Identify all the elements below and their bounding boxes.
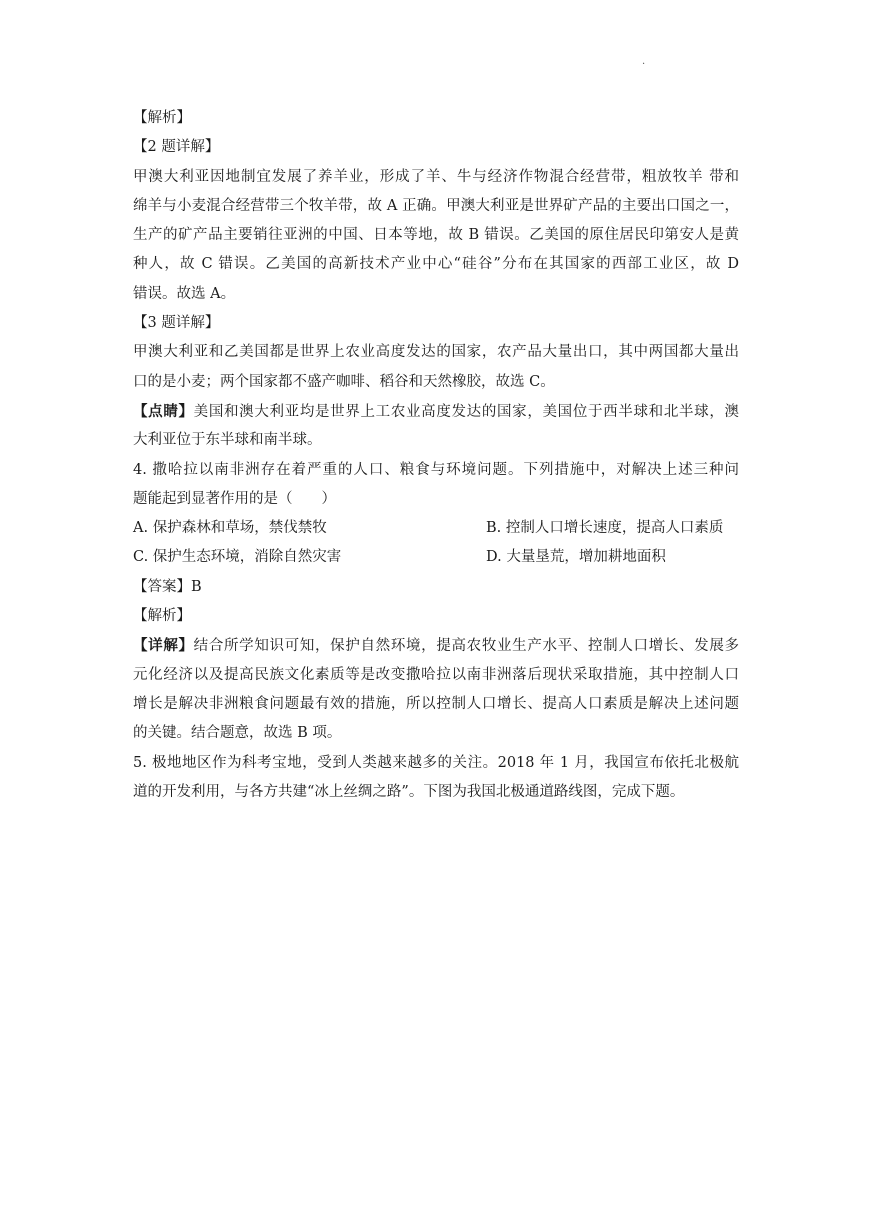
- detail-text: 结合所学知识可知，保护自然环境，提高农牧业生产水平、控制人口增长、发展多: [193, 638, 739, 655]
- document-body: [133, 104, 739, 807]
- subheading-q2-detail: 【2 题详解】: [133, 139, 220, 156]
- paragraph-line: 甲澳大利亚和乙美国都是世界上农业高度发达的国家，农产品大量出口，其中两国都大量出: [133, 344, 739, 361]
- option-d: D. 大量垦荒，增加耕地面积: [486, 549, 666, 566]
- question-4-stem-cont: 题能起到显著作用的是（ ）: [133, 490, 336, 507]
- paragraph-line: 口的是小麦；两个国家都不盛产咖啡、稻谷和天然橡胶，故选 C。: [133, 373, 555, 390]
- paragraph-line: 甲澳大利亚因地制宜发展了养羊业，形成了羊、牛与经济作物混合经营带，粗放牧羊 带和: [133, 168, 739, 185]
- paragraph-line: 生产的矿产品主要销往亚洲的中国、日本等地，故 B 错误。乙美国的原住居民印第安人是黄: [133, 227, 739, 244]
- option-c: C. 保护生态环境，消除自然灾害: [133, 549, 342, 566]
- paragraph-line: 增长是解决非洲粮食问题最有效的措施，所以控制人口增长、提高人口素质是解决上述问题: [133, 695, 739, 712]
- paragraph-line: 绵羊与小麦混合经营带三个牧羊带，故 A 正确。甲澳大利亚是世界矿产品的主要出口国之一，: [133, 197, 739, 214]
- section-heading-analysis: 【解析】: [133, 110, 191, 126]
- detail-line: [133, 631, 739, 660]
- paragraph-line: 种人，故 C 错误。乙美国的高新技术产业中心“硅谷”分布在其国家的西部工业区，故 D: [133, 256, 739, 273]
- subheading-q3-detail: 【3 题详解】: [133, 315, 220, 332]
- question-4-stem: 4. 撒哈拉以南非洲存在着严重的人口、粮食与环境问题。下列措施中，对解决上述三种问: [133, 461, 739, 478]
- paragraph-line: 元化经济以及提高民族文化素质等是改变撒哈拉以南非洲落后现状采取措施，其中控制人口: [133, 666, 739, 683]
- options-row-ab: [133, 514, 739, 543]
- paragraph-line: 的关键。结合题意，故选 B 项。: [133, 725, 342, 742]
- section-heading-analysis: 【解析】: [133, 608, 191, 625]
- key-point-tag: 【点睛】: [133, 402, 194, 420]
- question-5-stem: 5. 极地地区作为科考宝地，受到人类越来越多的关注。2018 年 1 月，我国宣布依托北极航: [133, 754, 739, 771]
- options-row-cd: [133, 543, 739, 572]
- key-point-text: 美国和澳大利亚均是世界上工农业高度发达的国家，美国位于西半球和北半球，澳: [193, 403, 739, 420]
- detail-tag: 【详解】: [133, 637, 194, 655]
- page-mark: .: [642, 56, 646, 67]
- option-a: A. 保护森林和草场，禁伐禁牧: [133, 520, 327, 537]
- paragraph-line: 错误。故选 A。: [133, 285, 236, 302]
- question-5-stem-cont: 道的开发利用，与各方共建“冰上丝绸之路”。下图为我国北极通道路线图，完成下题。: [133, 783, 685, 800]
- key-point-line: [133, 397, 739, 426]
- option-b: B. 控制人口增长速度，提高人口素质: [486, 520, 724, 537]
- answer-line: 【答案】B: [133, 578, 202, 595]
- paragraph-line: 大利亚位于东半球和南半球。: [133, 432, 322, 449]
